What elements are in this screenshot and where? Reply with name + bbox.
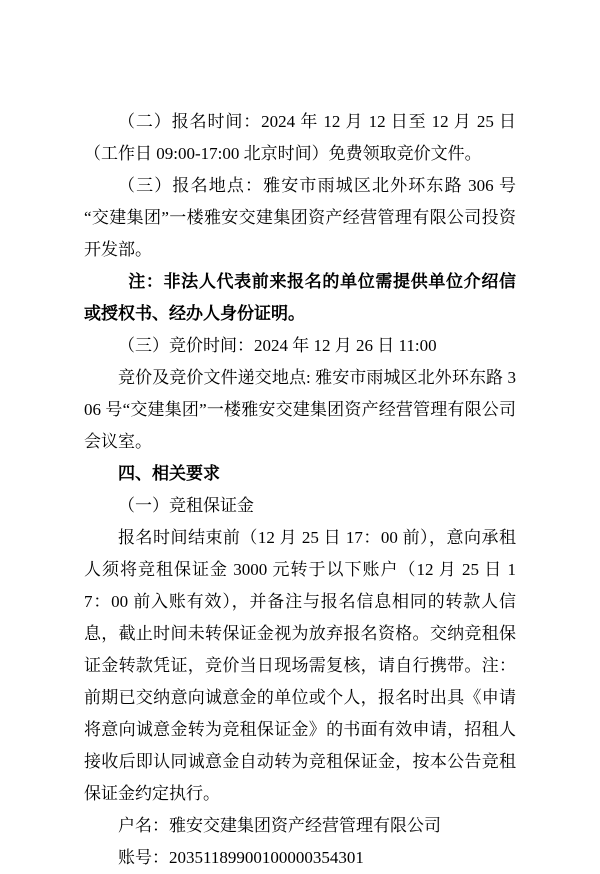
- section-heading-related-requirements: 四、相关要求: [118, 464, 220, 483]
- paragraph-signup-place: （三）报名地点：雅安市雨城区北外环东路 306 号“交建集团”一楼雅安交建集团资产经营管理有限公司投资开发部。: [84, 176, 516, 259]
- paragraph-account-name: 户名：雅安交建集团资产经营管理有限公司: [118, 816, 441, 835]
- paragraph-note: 注：非法人代表前来报名的单位需提供单位介绍信或授权书、经办人身份证明。: [84, 272, 516, 323]
- paragraph-account-number: 账号：20351189900100000354301: [118, 848, 364, 867]
- paragraph-bidding-time: （三）竞价时间：2024 年 12 月 26 日 11:00: [118, 336, 437, 355]
- paragraph-deposit-details: 报名时间结束前（12 月 25 日 17：00 前），意向承租人须将竞租保证金 3000 元转于以下账户（12 月 25 日 17：00 前入账有效），并备注与报名信息相同的转款人信息，截止时间未转保证金视为放弃报名资格。交纳竞租保证金转款凭证，竞价当日现场需复核，请自行携带。注：前期已交纳意向诚意金的单位或个人，报名时出具《申请将意向诚意金转为竞租保证金》的书面有效申请，招租人接收后即认同诚意金自动转为竞租保证金，按本公告竞租保证金约定执行。: [84, 528, 516, 803]
- paragraph-bidding-place: 竞价及竞价文件递交地点: 雅安市雨城区北外环东路 306 号“交建集团”一楼雅安交建集团资产经营管理有限公司会议室。: [84, 368, 516, 451]
- subsection-heading-deposit: （一）竞租保证金: [118, 496, 254, 515]
- paragraph-signup-time: （二）报名时间：2024 年 12 月 12 日至 12 月 25 日（工作日 09:00-17:00 北京时间）免费领取竞价文件。: [84, 112, 516, 163]
